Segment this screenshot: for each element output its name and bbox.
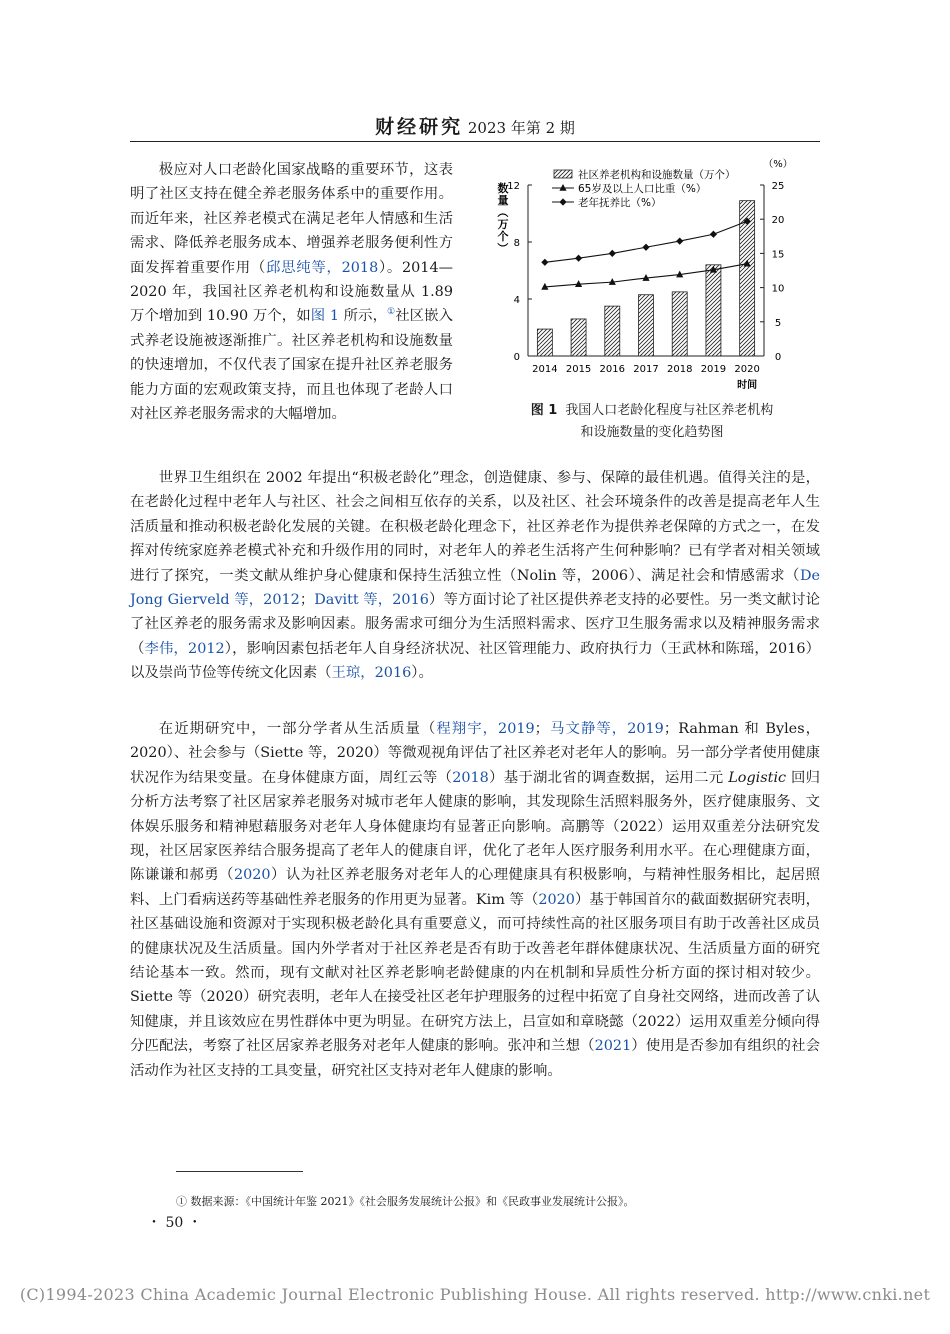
text-run: 世界卫生组织在 2002 年提出“积极老龄化”理念，创造健康、参与、保障的最佳机遇。值得关注的是，在老龄化过程中老年人与社区、社会之间相互依存的关系，以及社区、社会环境条件的改善是提高老年人生活质量和推动积极老龄化发展的关键。在积极老龄化理念下，社区养老作为提供养老保障的方式之一，在发挥对传统家庭养老模式补充和升级作用的同时，对老年人的养老生活将产生何种影响？已有学者对相关领域进行了探究，一类文献从维护身心健康和保持生活独立性（Nolin 等，2006）、满足社会和情感需求（: [130, 470, 820, 584]
right-tick-label: 25: [771, 181, 785, 192]
bar-facility-count: [571, 319, 586, 356]
bar-facility-count: [639, 295, 654, 356]
point-dependency-ratio: [609, 250, 616, 257]
citation-link[interactable]: 2020: [538, 891, 575, 908]
header-rule: [130, 141, 820, 142]
right-tick-label: 10: [771, 283, 785, 295]
citation-link[interactable]: 王琼，2016: [331, 665, 412, 682]
text-run: ）。2014—2020 年，我国社区养老机构和设施数量从 1.89 万个增加到 10.90 万个，如: [130, 259, 453, 325]
paragraph-2: [130, 466, 820, 686]
running-header: [130, 112, 820, 142]
text-run: ）基于韩国首尔的截面数据研究表明，社区基础设施和资源对于实现积极老龄化具有重要意义，而可持续性高的社区服务项目有助于改善社区成员的健康状况及生活质量。国内外学者对于社区养老是否有助于改善老年群体健康状况、生活质量方面的研究结论基本一致。然而，现有文献对社区养老影响老龄健康的内在机制和异质性分析方面的探讨相对较少。Siette 等（2020）研究表明，老年人在接受社区老年护理服务的过程中拓宽了自身社交网络，进而改善了认知健康，并且该效应在男性群体中更为明显。在研究方法上，吕宣如和章晓懿（2022）运用双重差分倾向得分匹配法，考察了社区居家养老服务对老年人健康的影响。张冲和兰想（: [130, 891, 820, 1055]
legend-triangle-marker: [559, 184, 566, 191]
citation-link[interactable]: 2020: [233, 867, 271, 884]
bar-facility-count: [605, 306, 620, 356]
x-tick-label: 2020: [734, 364, 760, 375]
left-axis-title: ）: [496, 242, 509, 254]
right-axis-title: （%）: [763, 159, 793, 170]
paragraph-1: [130, 158, 453, 426]
citation-link[interactable]: Davitt 等，2016: [314, 592, 429, 609]
citation-link[interactable]: 邱思纯等，2018: [266, 259, 379, 276]
figure-label: 图 1: [530, 403, 558, 418]
legend-pop65-label: 65岁及以上人口比重（%）: [578, 183, 707, 195]
right-tick-label: 5: [774, 317, 782, 329]
right-tick-label: 0: [774, 352, 782, 363]
figure-1: [484, 152, 820, 452]
left-axis-title: 个: [497, 230, 509, 243]
text-run: 回归分析方法考察了社区居家养老服务对城市老年人健康的影响，其发现除生活照料服务外，医疗健康服务、文体娱乐服务和精神慰藉服务对老年人身体健康均有显著正向影响。高鹏等（2022）运用双重差分法研究发现，社区居家医养结合服务提高了老年人的健康自评，优化了老年人医疗服务利用水平。在心理健康方面，陈谦谦和郝勇（: [130, 769, 820, 884]
text-run: 极应对人口老龄化国家战略的重要环节，这表明了社区支持在健全养老服务体系中的重要作用。而近年来，社区养老模式在满足老年人情感和生活需求、降低养老服务成本、增强养老服务便利性方面发挥着重要作用（: [130, 162, 453, 276]
text-run: ）等方面讨论了社区提供养老支持的必要性。另一类文献讨论了社区养老的服务需求及影响因素。服务需求可细分为生活照料需求、医疗卫生服务需求以及精神服务需求（: [130, 592, 820, 657]
left-axis-title: 数: [497, 182, 509, 195]
figure-link[interactable]: 图 1: [310, 308, 339, 325]
point-dependency-ratio: [710, 231, 717, 238]
point-dependency-ratio: [676, 237, 683, 244]
legend-bar-label: 社区养老机构和设施数量（万个）: [578, 169, 736, 181]
text-run: ）使用是否参加有组织的社会活动作为社区支持的工具变量，研究社区支持对老年人健康的影响。: [130, 1038, 820, 1079]
text-run: 社区嵌入式养老设施被逐渐推广。社区养老机构和设施数量的快速增加，不仅代表了国家在提升社区养老服务能力方面的宏观政策支持，而且也体现了老龄人口对社区养老服务需求的大幅增加。: [130, 308, 453, 423]
citation-link[interactable]: 程翔宇，2019: [436, 721, 535, 737]
left-axis-title: 万: [497, 218, 509, 231]
bar-facility-count: [537, 329, 552, 356]
text-run: ）。: [411, 665, 433, 682]
text-run: 在近期研究中，一部分学者从生活质量（: [158, 721, 437, 737]
citation-link[interactable]: 李伟，2012: [144, 640, 225, 657]
text-run: 所示，: [338, 308, 388, 325]
point-dependency-ratio: [575, 255, 582, 262]
right-tick-label: 20: [771, 215, 785, 227]
point-dependency-ratio: [642, 244, 649, 251]
text-run: ），影响因素包括老年人自身经济状况、社区管理能力、政府执行力（王武林和陈瑶，2016）以及崇尚节俭等传统文化因素（: [130, 640, 820, 682]
footnote-marker[interactable]: ①: [387, 307, 396, 318]
journal-name: 财经研究: [375, 116, 464, 138]
caption-line-1: 我国人口老龄化程度与社区养老机构: [565, 403, 774, 418]
page-number: ・ 50 ・: [147, 1215, 202, 1231]
caption-line-2: 和设施数量的变化趋势图: [580, 425, 724, 440]
point-dependency-ratio: [541, 259, 548, 266]
left-axis-title: 量: [497, 194, 509, 207]
chart: [484, 152, 820, 397]
text-run: ；: [299, 592, 315, 609]
x-tick-label: 2016: [599, 364, 626, 375]
term-logistic: Logistic: [728, 769, 787, 786]
citation-link[interactable]: 2018: [452, 769, 489, 786]
x-axis-title: 时间: [737, 380, 758, 391]
text-run: ；Rahman 和 Byles，2020）、社会参与（Siette 等，2020）等微观视角评估了社区养老对老年人的影响。另一部分学者使用健康状况作为结果变量。在身体健康方面，周红云等（: [130, 721, 820, 786]
left-axis-title: （: [496, 206, 509, 218]
x-tick-label: 2018: [666, 364, 693, 375]
left-tick-label: 12: [507, 181, 520, 192]
line-dependency-ratio: [545, 221, 747, 262]
x-tick-label: 2019: [700, 364, 727, 375]
legend-dependency-label: 老年抚养比（%）: [578, 197, 662, 209]
legend-diamond-marker: [559, 198, 566, 205]
citation-link[interactable]: De Jong Gierveld 等，2012: [130, 567, 820, 609]
x-tick-label: 2014: [532, 364, 558, 375]
legend-bar-swatch: [554, 170, 572, 178]
watermark: (C)1994-2023 China Academic Journal Electronic Publishing House. All rights reserved. http://www.cnki.net: [19, 1285, 931, 1304]
text-run: ）基于湖北省的调查数据，运用二元: [488, 769, 729, 786]
bar-facility-count: [706, 265, 721, 356]
figure-caption: [484, 400, 820, 444]
left-tick-label: 0: [513, 352, 520, 363]
x-tick-label: 2015: [565, 364, 592, 375]
footnote-rule: [176, 1171, 303, 1172]
text-run: ；: [534, 721, 550, 737]
citation-link[interactable]: 马文静等，2019: [549, 721, 664, 737]
bar-facility-count: [672, 292, 687, 356]
footnote: ① 数据来源：《中国统计年鉴 2021》《社会服务发展统计公报》和《民政事业发展统计公报》。: [176, 1195, 635, 1208]
x-tick-label: 2017: [633, 364, 659, 375]
text-run: ）认为社区养老服务对老年人的心理健康具有积极影响，与精神性服务相比，起居照料、上门看病送药等基础性养老服务的作用更为显著。Kim 等（: [130, 867, 820, 908]
issue-label: 2023 年第 2 期: [467, 119, 575, 137]
citation-link[interactable]: 2021: [594, 1038, 632, 1055]
right-tick-label: 15: [771, 249, 785, 261]
left-tick-label: 4: [513, 295, 520, 306]
left-tick-label: 8: [513, 238, 520, 249]
paragraph-3: [130, 717, 820, 1083]
